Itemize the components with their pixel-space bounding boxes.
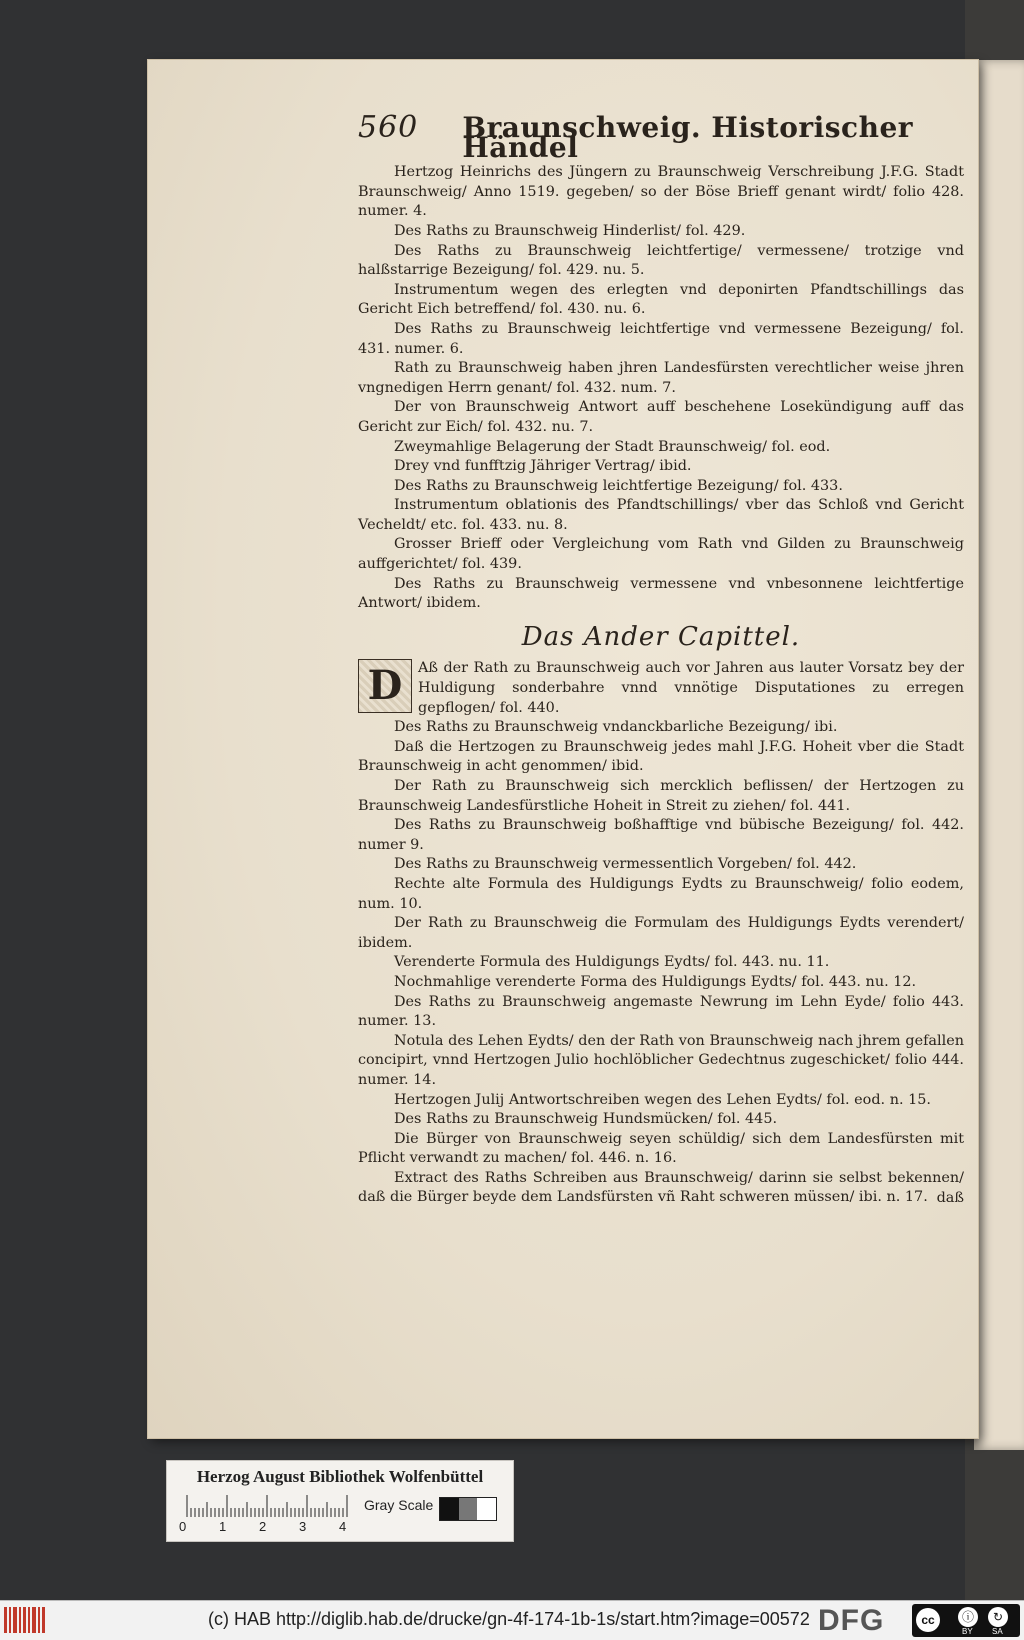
- index-entry: Des Raths zu Braunschweig Hundsmücken/ fol. 445.: [394, 1111, 778, 1128]
- index-entry: Des Raths zu Braunschweig vermessentlich Vorgeben/ fol. 442.: [394, 856, 857, 873]
- index-entry: Des Raths zu Braunschweig leichtfertige vnd vermessene Bezeigung/ fol. 431. numer. 6.: [358, 320, 964, 357]
- index-entry: Zweymahlige Belagerung der Stadt Braunschweig/ fol. eod.: [394, 438, 831, 455]
- index-entry: Des Raths zu Braunschweig vndanckbarliche Bezeigung/ ibi.: [394, 719, 838, 736]
- index-entry: Instrumentum wegen des erlegten vnd deponirten Pfandtschillings das Gericht Eich betreffend/ fol. 430. nu. 6.: [358, 281, 964, 318]
- page-header: [358, 110, 964, 164]
- index-entry: Der von Braunschweig Antwort auff beschehene Losekündigung auff das Gericht zur Eich/ fol. 432. nu. 7.: [358, 399, 964, 435]
- index-entry: Hertzogen Julij Antwortschreiben wegen des Lehen Eydts/ fol. eod. n. 15.: [394, 1091, 932, 1108]
- catchword: daß: [936, 1190, 964, 1207]
- source-link[interactable]: (c) HAB http://diglib.hab.de/drucke/gn-4f-174-1b-1s/start.htm?image=00572: [208, 1609, 810, 1629]
- chapter-heading: Das Ander Capittel.: [521, 621, 801, 652]
- index-entry: Instrumentum oblationis des Pfandtschillings/ vber das Schloß vnd Gericht Vecheldt/ etc. fol. 433. nu. 8.: [358, 497, 964, 533]
- share-alike-icon: ↻: [988, 1607, 1008, 1627]
- ruler-label: 0: [179, 1519, 187, 1534]
- gray-scale-swatch: [439, 1497, 497, 1521]
- index-entry: Hertzog Heinrichs des Jüngern zu Braunschweig Verschreibung J.F.G. Stadt Braunschweig/ Anno 1519. gegeben/ so der Böse Brieff genant wirdt/ folio 428. numer. 4.: [358, 164, 964, 220]
- viewer-footer: [0, 1600, 1024, 1640]
- first-entry-text: Aß der Rath zu Braunschweig auch vor Jahren aus lauter Vorsatz bey der Huldigung sonderbahre vnnd vnnötige Disputationes zu erregen gepflogen/ fol. 440.: [418, 660, 964, 716]
- ruler-label: 3: [299, 1519, 307, 1534]
- drop-cap-initial: D: [358, 659, 412, 713]
- index-entry: Die Bürger von Braunschweig seyen schüldig/ sich dem Landesfürsten mit Pflicht verwandt zu machen/ fol. 446. n. 16.: [358, 1130, 964, 1167]
- index-entries-part2: [358, 718, 964, 1208]
- index-entry: Des Raths zu Braunschweig boßhafftige vnd bübische Bezeigung/ fol. 442. numer 9.: [358, 817, 964, 853]
- index-entry: Extract des Raths Schreiben aus Braunschweig/ darinn sie selbst bekennen/ daß die Bürger beyde dem Landsfürsten vñ Raht schweren müssen/ ibi. n. 17.: [358, 1169, 964, 1206]
- ruler-label: 2: [259, 1519, 267, 1534]
- index-entry: Des Raths zu Braunschweig vermessene vnd vnbesonnene leichtfertige Antwort/ ibidem.: [358, 575, 964, 612]
- ruler-label: 1: [219, 1519, 227, 1534]
- page-text-block: [358, 110, 964, 1209]
- gray-swatch-white: [477, 1498, 496, 1520]
- index-entry: Nochmahlige verenderte Forma des Huldigungs Eydts/ fol. 443. nu. 12.: [394, 973, 917, 990]
- index-entry: Daß die Hertzogen zu Braunschweig jedes mahl J.F.G. Hoheit vber die Stadt Braunschweig in acht genommen/ ibid.: [358, 738, 964, 775]
- index-entry: Grosser Brieff oder Vergleichung vom Rath vnd Gilden zu Braunschweig auffgerichtet/ fol. 439.: [358, 536, 964, 573]
- book-page: [148, 60, 978, 1438]
- color-calibration-card: [166, 1460, 514, 1542]
- index-entries-part1: [358, 163, 964, 614]
- gray-swatch-black: [440, 1498, 459, 1520]
- cc-icon: cc: [916, 1608, 940, 1632]
- index-entry: Des Raths zu Braunschweig Hinderlist/ fol. 429.: [394, 222, 746, 239]
- library-name: Herzog August Bibliothek Wolfenbüttel: [196, 1467, 484, 1486]
- index-entry: Des Raths zu Braunschweig leichtfertige/ vermessene/ trotzige vnd halßstarrige Bezeigung/ fol. 429. nu. 5.: [358, 242, 964, 279]
- attribution-icon: ⓘ: [958, 1607, 978, 1627]
- index-entry: Notula des Lehen Eydts/ den der Rath von Braunschweig nach jhrem gefallen concipirt, vnnd Hertzogen Julio hochlöblicher Gedechtnus zugeschicket/ folio 444. numer. 14.: [358, 1032, 964, 1088]
- index-entry: Drey vnd funfftzig Jähriger Vertrag/ ibid.: [394, 458, 692, 475]
- gray-swatch-mid: [459, 1498, 478, 1520]
- chapter-first-entry: [358, 659, 964, 718]
- index-entry: Rechte alte Formula des Huldigungs Eydts zu Braunschweig/ folio eodem, num. 10.: [358, 875, 964, 912]
- running-title: Braunschweig. Historischer Händel: [462, 111, 914, 164]
- index-entry: Verenderte Formula des Huldigungs Eydts/ fol. 443. nu. 11.: [394, 954, 830, 971]
- index-entry: Des Raths zu Braunschweig leichtfertige Bezeigung/ fol. 433.: [394, 477, 843, 494]
- cc-by-label: BY: [962, 1627, 973, 1636]
- adjacent-page-edge: [974, 60, 1024, 1450]
- cc-sa-label: SA: [992, 1627, 1003, 1636]
- barcode-icon: [4, 1607, 46, 1633]
- index-entry: Der Rath zu Braunschweig sich mercklich beflissen/ der Hertzogen zu Braunschweig Landesfürstliche Hoheit in Streit zu ziehen/ fol. 441.: [358, 778, 964, 814]
- ruler-scale: [185, 1495, 355, 1517]
- cc-license-badge[interactable]: [912, 1604, 1020, 1637]
- gray-scale-label: Gray Scale: [364, 1497, 434, 1513]
- ruler-label: 4: [339, 1519, 347, 1534]
- index-entry: Des Raths zu Braunschweig angemaste Newrung im Lehn Eyde/ folio 443. numer. 13.: [358, 993, 964, 1030]
- index-entry: Rath zu Braunschweig haben jhren Landesfürsten verechtlicher weise jhren vngnedigen Herrn genant/ fol. 432. num. 7.: [358, 360, 964, 396]
- dfg-logo: DFG: [818, 1604, 885, 1637]
- page-number: 560: [358, 110, 419, 145]
- index-entry: Der Rath zu Braunschweig die Formulam des Huldigungs Eydts verendert/ ibidem.: [358, 915, 964, 951]
